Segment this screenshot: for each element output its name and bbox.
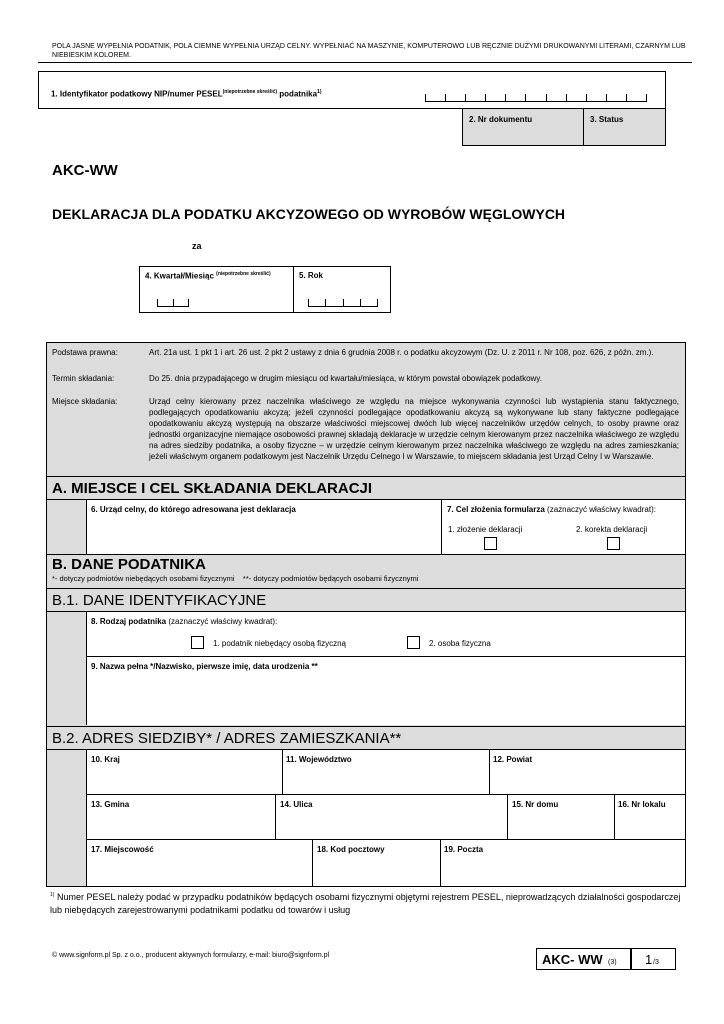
deadline-label: Termin składania:	[52, 374, 115, 383]
municipality-field[interactable]: 13. Gmina	[91, 800, 130, 809]
nip-input[interactable]	[425, 94, 647, 102]
section-b2-title: B.2. ADRES SIEDZIBY* / ADRES ZAMIESZKANIA**	[52, 730, 402, 747]
address-row-1	[86, 750, 685, 794]
za-label: za	[192, 241, 202, 251]
opt-declaration-label: 1. złożenie deklaracji	[448, 525, 523, 534]
country-field[interactable]: 10. Kraj	[91, 755, 120, 764]
correction-checkbox[interactable]	[607, 537, 620, 550]
non-person-label: 1. podatnik niebędący osobą fizyczną	[213, 639, 346, 648]
post-office-field[interactable]: 19. Poczta	[444, 845, 484, 854]
year-input[interactable]	[308, 299, 378, 307]
field-7-box: 7. Cel złożenia formularza (zaznaczyć właściwy kwadrat): 1. złożenie deklaracji 2. korekta deklaracji	[441, 500, 685, 554]
page-number-box: 1 /3	[631, 948, 676, 970]
address-row-2	[86, 795, 685, 839]
copyright: © www.signform.pl Sp. z o.o., producent aktywnych formularzy, e-mail: biuro@signform.pl	[52, 952, 330, 959]
apartment-number-field[interactable]: 16. Nr lokalu	[618, 800, 666, 809]
person-label: 2. osoba fizyczna	[429, 639, 491, 648]
field-3-box: 3. Status	[584, 109, 666, 146]
section-b1-title: B.1. DANE IDENTYFIKACYJNE	[52, 592, 267, 609]
field-9-box[interactable]: 9. Nazwa pełna */Nazwisko, pierwsze imię, data urodzenia **	[86, 657, 685, 725]
non-person-checkbox[interactable]	[191, 636, 204, 649]
opt-correction-label: 2. korekta deklaracji	[576, 525, 648, 534]
header-rule	[38, 62, 692, 63]
place-text: Urząd celny kierowany przez naczelnika właściwego ze względu na miejsce wykonywania czynności lub wystąpienia stanu faktycznego, podlegających opodatkowaniu akcyzą; jeżeli czynności podlegające opodatkowaniu akcyzą są wykonywane lub stany faktyczne podlegające opodatkowaniu akcyzą występują na obszarze właściwości miejscowej dwóch lub więcej naczelników urzędów celnych, to osoby prawne oraz jednostki organizacyjne niemające osobowości prawnej składają deklaracje w urzędzie celnym kierowanym przez naczelnika właściwego ze względu na adres siedziby podatnika, a osoby fizyczne – w urzędzie celnym kierowanym przez naczelnika właściwego ze względu na adres zamieszkania; jeżeli właściwym organem podatkowym jest Naczelnik Urzędu Celnego I w Warszawie, to miejscem składania jest Urząd Celny I w Warszawie.	[149, 397, 679, 461]
section-b-note: *- dotyczy podmiotów niebędących osobami fizycznymi **- dotyczy podmiotów będących osobami fizycznymi	[52, 574, 419, 583]
field-5-label: 5. Rok	[299, 271, 324, 280]
section-a-title: A. MIEJSCE I CEL SKŁADANIA DEKLARACJI	[52, 480, 373, 497]
period-box	[139, 266, 391, 313]
locality-field[interactable]: 17. Miejscowość	[91, 845, 154, 854]
form-title: DEKLARACJA DLA PODATKU AKCYZOWEGO OD WYROBÓW WĘGLOWYCH	[52, 206, 566, 222]
voivodeship-field[interactable]: 11. Województwo	[286, 755, 352, 764]
field-1-box	[38, 71, 666, 109]
county-field[interactable]: 12. Powiat	[493, 755, 533, 764]
info-block	[46, 342, 686, 477]
basis-label: Podstawa prawna:	[52, 348, 118, 357]
street-field[interactable]: 14. Ulica	[280, 800, 313, 809]
fill-instruction: POLA JASNE WYPEŁNIA PODATNIK, POLA CIEMNE WYPEŁNIA URZĄD CELNY. WYPEŁNIAĆ NA MASZYNIE, KOMPUTEROWO LUB RĘCZNIE DUŻYMI DRUKOWANYMI LITERAMI, CZARNYM LUB NIEBIESKIM KOLOREM.	[52, 43, 686, 59]
quarter-month-input[interactable]	[157, 299, 189, 307]
field-2-box: 2. Nr dokumentu	[462, 109, 584, 146]
person-checkbox[interactable]	[407, 636, 420, 649]
postal-code-field[interactable]: 18. Kod pocztowy	[317, 845, 385, 854]
field-6-box[interactable]: 6. Urząd celny, do którego adresowana jest deklaracja	[86, 500, 441, 554]
field-8-box: 8. Rodzaj podatnika (zaznaczyć właściwy kwadrat): 1. podatnik niebędący osobą fizyczną 2. osoba fizyczna	[86, 612, 685, 656]
declaration-checkbox[interactable]	[484, 537, 497, 550]
house-number-field[interactable]: 15. Nr domu	[512, 800, 559, 809]
form-code-box: AKC- WW (3)	[536, 948, 631, 970]
deadline-text: Do 25. dnia przypadającego w drugim miesiącu od kwartału/miesiąca, w którym powstał obowiązek podatkowy.	[149, 374, 542, 383]
place-label: Miejsce składania:	[52, 397, 118, 406]
pesel-footnote: $^{1)}$ Numer PESEL należy podać w przypadku podatników będących osobami fizycznymi objętymi rejestrem PESEL, nieprowadzących działalności gospodarczej lub niebędących zarejestrowanymi podatnikami podatku od towarów i usług	[50, 892, 681, 915]
address-row-3	[86, 840, 685, 886]
section-b-title: B. DANE PODATNIKA	[52, 556, 206, 573]
basis-text: Art. 21a ust. 1 pkt 1 i art. 26 ust. 2 pkt 2 ustawy z dnia 6 grudnia 2008 r. o podatku akcyzowym (Dz. U. z 2011 r. Nr 108, poz. 626, z późn. zm.).	[149, 348, 654, 357]
field-4-label: 4. Kwartał/Miesiąc $^{(niepotrzebne skreślić)}$	[145, 271, 271, 281]
form-code: AKC-WW	[52, 162, 118, 179]
field-1-label: 1. Identyfikator podatkowy NIP/numer $PESEL^{(niepotrzebne skreślić)}$ podatnika$^{1)}$	[51, 89, 322, 99]
